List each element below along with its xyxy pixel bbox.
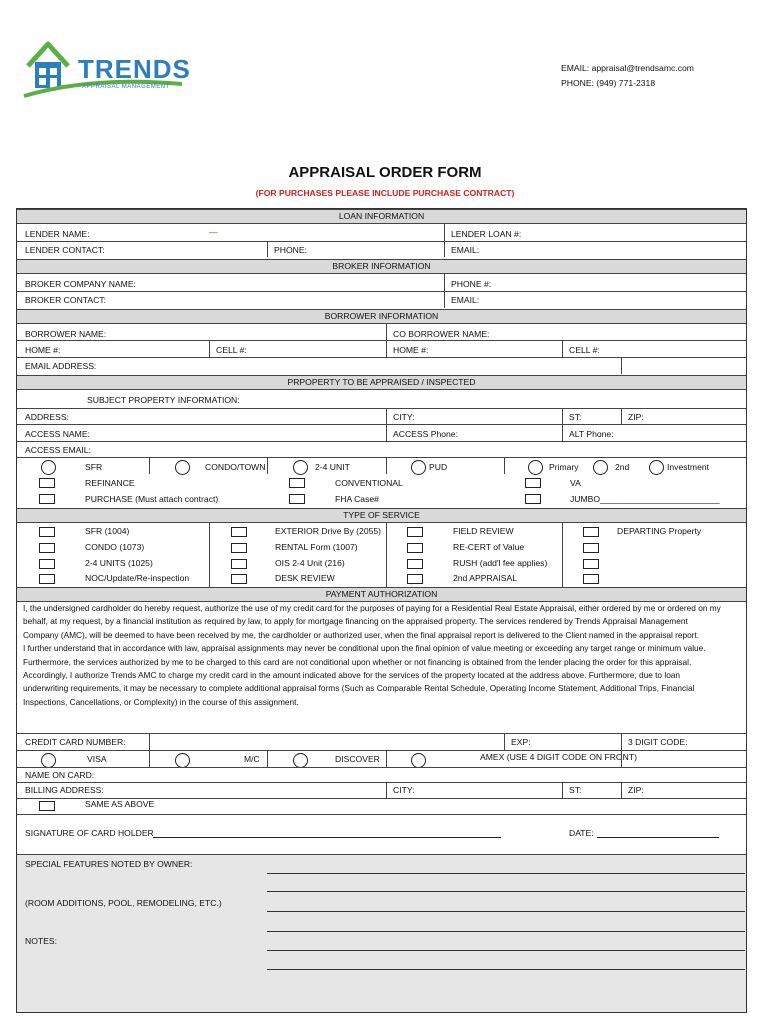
- billing-st-label[interactable]: ST:: [569, 785, 582, 795]
- payment-paragraph-line: I further understand that in accordance with law, appraisal assignments may never be conditional upon the final opinion of value meeting or exceeding any target range or minimum value.: [23, 643, 706, 654]
- property-st-label[interactable]: ST:: [569, 412, 582, 422]
- service-option-label: FIELD REVIEW: [453, 526, 514, 536]
- checkbox-fha[interactable]: [289, 494, 305, 504]
- signature-line[interactable]: [153, 837, 501, 838]
- service-checkbox[interactable]: [231, 559, 247, 569]
- service-option-label: EXTERIOR Drive By (2055): [275, 526, 382, 536]
- refinance-label: REFINANCE: [85, 478, 135, 488]
- name-on-card-label[interactable]: NAME ON CARD:: [25, 770, 95, 780]
- purchase-label: PURCHASE (Must attach contract): [85, 494, 219, 504]
- service-checkbox[interactable]: [39, 574, 55, 584]
- broker-email-label[interactable]: EMAIL:: [451, 295, 480, 305]
- checkbox-purchase[interactable]: [39, 494, 55, 504]
- service-option-label: NOC/Update/Re-inspection: [85, 573, 190, 583]
- borrower-cell-label[interactable]: CELL #:: [216, 345, 247, 355]
- radio-amex[interactable]: [411, 753, 426, 768]
- checkbox-va[interactable]: [525, 478, 541, 488]
- radio-visa[interactable]: [41, 753, 56, 768]
- dash-mark: —: [209, 227, 218, 237]
- checkbox-same-as-above[interactable]: [39, 801, 55, 811]
- service-checkbox[interactable]: [407, 543, 423, 553]
- lender-email-label[interactable]: EMAIL:: [451, 245, 480, 255]
- page-title: APPRAISAL ORDER FORM: [288, 164, 482, 181]
- radio-2-4-unit[interactable]: [293, 460, 308, 475]
- payment-paragraph-line: behalf, at my request, by a financial institution as required by law, to apply for mortgage financing on the appraised property. The services rendered by Trends Appraisal Management: [23, 616, 688, 627]
- section-type-of-service: TYPE OF SERVICE: [17, 508, 746, 523]
- write-in-line[interactable]: [267, 969, 745, 970]
- section-payment-authorization: PAYMENT AUTHORIZATION: [17, 587, 746, 602]
- pud-label: PUD: [429, 462, 448, 472]
- special-features-area: [17, 855, 746, 1012]
- service-option-label: 2-4 UNITS (1025): [85, 558, 153, 568]
- amex-label: AMEX (USE 4 DIGIT CODE ON FRONT): [480, 752, 637, 762]
- radio-pud[interactable]: [411, 460, 426, 475]
- broker-contact-label[interactable]: BROKER CONTACT:: [25, 295, 107, 305]
- sfr-label: SFR: [85, 462, 103, 472]
- radio-sfr[interactable]: [41, 460, 56, 475]
- lender-contact-label[interactable]: LENDER CONTACT:: [25, 245, 105, 255]
- checkbox-jumbo[interactable]: [525, 494, 541, 504]
- service-checkbox[interactable]: [231, 527, 247, 537]
- mc-label: M/C: [244, 754, 260, 764]
- borrower-name-label[interactable]: BORROWER NAME:: [25, 329, 107, 339]
- service-checkbox[interactable]: [407, 527, 423, 537]
- page-subtitle: (FOR PURCHASES PLEASE INCLUDE PURCHASE CONTRACT): [255, 188, 515, 198]
- room-additions-label: (ROOM ADDITIONS, POOL, REMODELING, ETC.): [25, 898, 222, 908]
- va-label: VA: [570, 478, 581, 488]
- payment-paragraph-line: underwriting requirements, it may be necessary to complete additional appraisal forms (Such as Comparable Rental Schedule, Operating Income Statement, Additional Trips, Financial: [23, 683, 695, 694]
- second-label: 2nd: [615, 462, 630, 472]
- co-borrower-home-label[interactable]: HOME #:: [393, 345, 429, 355]
- section-borrower-information: BORROWER INFORMATION: [17, 309, 746, 324]
- service-checkbox[interactable]: [231, 574, 247, 584]
- access-phone-label[interactable]: ACCESS Phone:: [393, 429, 458, 439]
- visa-label: VISA: [87, 754, 107, 764]
- lender-name-label[interactable]: LENDER NAME:: [25, 229, 90, 239]
- company-logo: [22, 38, 192, 106]
- lender-phone-label[interactable]: PHONE:: [274, 245, 307, 255]
- service-checkbox[interactable]: [39, 527, 55, 537]
- service-checkbox[interactable]: [583, 527, 599, 537]
- radio-2nd[interactable]: [649, 460, 664, 475]
- service-checkbox[interactable]: [231, 543, 247, 553]
- access-name-label[interactable]: ACCESS NAME:: [25, 429, 90, 439]
- payment-paragraph-line: I, the undersigned cardholder do hereby request, authorize the use of my credit card for the purposes of paying for a Residential Real Estate Appraisal, either ordered by me or ordered on my: [23, 603, 721, 613]
- checkbox-conventional[interactable]: [289, 478, 305, 488]
- condo-label: CONDO/TOWN: [205, 462, 266, 472]
- investment-label: Investment: [667, 462, 710, 472]
- section-loan-information: LOAN INFORMATION: [17, 209, 746, 224]
- lender-loan-label[interactable]: LENDER LOAN #:: [451, 229, 522, 239]
- write-in-line[interactable]: [267, 911, 745, 912]
- write-in-line[interactable]: [267, 950, 745, 951]
- section-broker-information: BROKER INFORMATION: [17, 259, 746, 274]
- radio-primary[interactable]: [593, 460, 608, 475]
- property-address-label[interactable]: ADDRESS:: [25, 412, 69, 422]
- cvv-label[interactable]: 3 DIGIT CODE:: [628, 737, 688, 747]
- broker-phone-label[interactable]: PHONE #:: [451, 279, 492, 289]
- notes-label: NOTES:: [25, 936, 57, 946]
- alt-phone-label[interactable]: ALT Phone:: [569, 429, 614, 439]
- service-option-label: OIS 2-4 Unit (216): [275, 558, 345, 568]
- co-borrower-name-label[interactable]: CO BORROWER NAME:: [393, 329, 490, 339]
- special-features-label: SPECIAL FEATURES NOTED BY OWNER:: [25, 859, 193, 869]
- service-option-label: CONDO (1073): [85, 542, 145, 552]
- write-in-line[interactable]: [267, 873, 745, 874]
- logo-name: TRENDS: [78, 54, 191, 84]
- appraisal-order-form: [16, 208, 747, 1013]
- radio-occupancy-none[interactable]: [528, 460, 543, 475]
- write-in-line[interactable]: [267, 931, 745, 932]
- card-number-label[interactable]: CREDIT CARD NUMBER:: [25, 737, 126, 747]
- access-email-label[interactable]: ACCESS EMAIL:: [25, 445, 91, 455]
- signature-label: SIGNATURE OF CARD HOLDER: [25, 828, 154, 838]
- checkbox-refinance[interactable]: [39, 478, 55, 488]
- radio-discover[interactable]: [293, 753, 308, 768]
- service-option-label: DESK REVIEW: [275, 573, 335, 583]
- service-option-label: RENTAL Form (1007): [275, 542, 358, 552]
- billing-zip-label[interactable]: ZIP:: [628, 785, 644, 795]
- payment-paragraph-line: Furthermore, the services authorized by me to be charged to this card are not conditional upon whether or not financing is obtained from the lender placing the order for this appraisal.: [23, 656, 692, 667]
- payment-paragraph-line: Inspections, Cancellations, or Complexity) in the course of this assignment.: [23, 696, 299, 707]
- property-city-label[interactable]: CITY:: [393, 412, 415, 422]
- service-checkbox[interactable]: [407, 559, 423, 569]
- borrower-email-label[interactable]: EMAIL ADDRESS:: [25, 361, 97, 371]
- service-checkbox[interactable]: [583, 574, 599, 584]
- subject-property-label: SUBJECT PROPERTY INFORMATION:: [87, 395, 240, 405]
- service-checkbox[interactable]: [407, 574, 423, 584]
- conventional-label: CONVENTIONAL: [335, 478, 403, 488]
- section-property: PRPOPERTY TO BE APPRAISED / INSPECTED: [17, 375, 746, 390]
- service-option-label: RUSH (add'l fee applies): [453, 558, 548, 568]
- discover-label: DISCOVER: [335, 754, 380, 764]
- write-in-line[interactable]: [267, 891, 745, 892]
- primary-label: Primary: [549, 462, 579, 472]
- jumbo-label: JUMBO_________________________: [570, 494, 720, 504]
- radio-mc[interactable]: [175, 753, 190, 768]
- date-label: DATE:: [569, 828, 594, 838]
- broker-company-label[interactable]: BROKER COMPANY NAME:: [25, 279, 136, 289]
- co-borrower-cell-label[interactable]: CELL #:: [569, 345, 600, 355]
- service-option-label: DEPARTING Property: [617, 526, 702, 536]
- contact-email: EMAIL: appraisal@trendsamc.com: [561, 63, 694, 73]
- property-zip-label[interactable]: ZIP:: [628, 412, 644, 422]
- payment-paragraph-line: Accordingly, I authorize Trends AMC to charge my credit card in the amount indicated above for the services of the property located at the address above. Furthermore, due to loan: [23, 670, 681, 680]
- billing-city-label[interactable]: CITY:: [393, 785, 415, 795]
- service-option-label: SFR (1004): [85, 526, 130, 536]
- contact-phone: PHONE: (949) 771-2318: [561, 78, 656, 88]
- fha-label: FHA Case#: [335, 494, 379, 504]
- borrower-home-label[interactable]: HOME #:: [25, 345, 61, 355]
- service-option-label: RE-CERT of Value: [453, 542, 525, 552]
- service-checkbox[interactable]: [39, 543, 55, 553]
- payment-paragraph-line: Company (AMC), will be deemed to have been received by me, the cardholder or authorized user, when the final appraisal report is delivered to the Client named in the appraisal report.: [23, 629, 700, 640]
- exp-label[interactable]: EXP:: [511, 737, 531, 747]
- same-as-above-label: SAME AS ABOVE: [85, 799, 155, 809]
- unit-label: 2-4 UNIT: [315, 462, 350, 472]
- billing-address-label[interactable]: BILLING ADDRESS:: [25, 785, 104, 795]
- service-option-label: 2nd APPRAISAL: [453, 573, 518, 583]
- service-checkbox[interactable]: [39, 559, 55, 569]
- radio-condo[interactable]: [175, 460, 190, 475]
- service-checkbox[interactable]: [583, 559, 599, 569]
- logo-sub: APPRAISAL MANAGEMENT: [82, 84, 170, 90]
- date-line[interactable]: [597, 837, 719, 838]
- service-checkbox[interactable]: [583, 543, 599, 553]
